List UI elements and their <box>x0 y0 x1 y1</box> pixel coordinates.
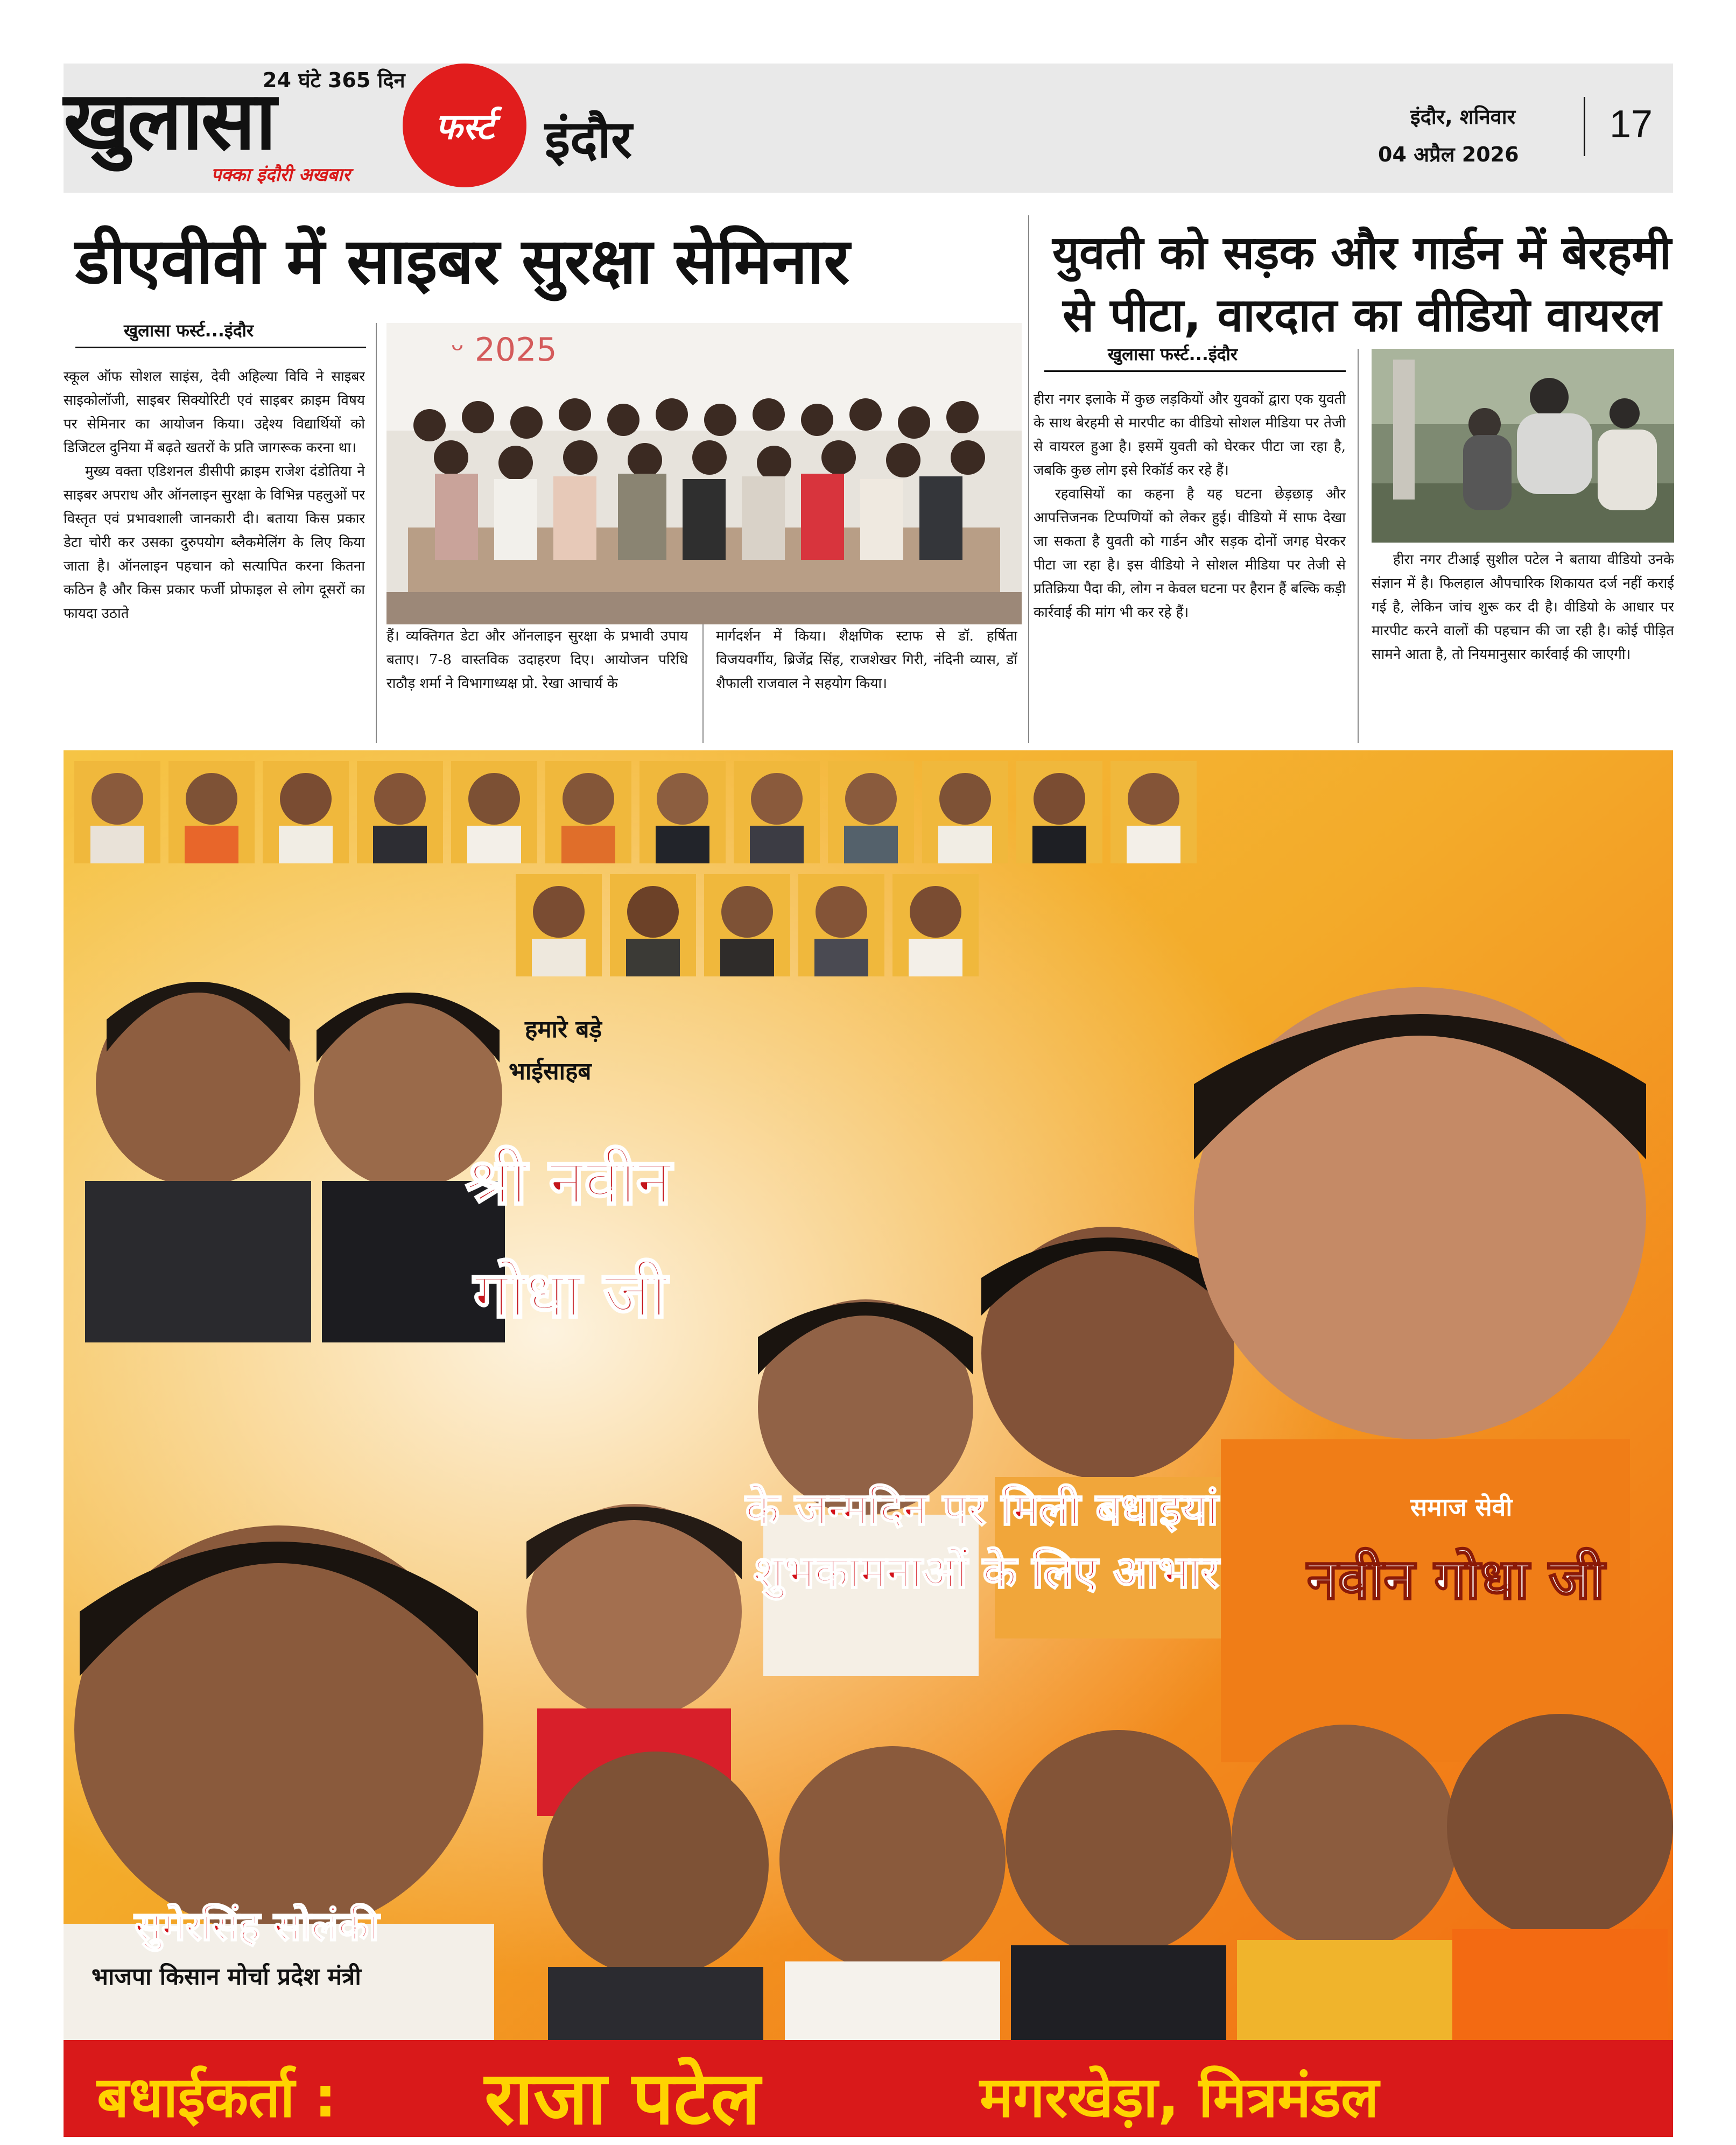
edition-city: इंदौर <box>545 109 632 170</box>
ad-sumer-name: सुमेरसिंह सोलंकी <box>135 1903 379 1950</box>
ad-birthday-line-2: शुभकामनाओं के लिए आभार <box>754 1547 1219 1598</box>
story1-column-3: मार्गदर्शन में किया। शैक्षणिक स्टाफ से डॉ. हर्षिता विजयवर्गीय, ब्रिजेंद्र सिंह, राजशेखर गिरी, नंदिनी व्यास, डॉ शैफाली राजवाल ने सहयोग किया। <box>716 628 1017 692</box>
ad-birthday-line-1: के जन्मदिन पर मिली बधाइयां <box>746 1484 1219 1535</box>
story1-paragraph: मुख्य वक्ता एडिशनल डीसीपी क्राइम राजेश दंडोतिया ने साइबर अपराध और ऑनलाइन सुरक्षा के विभिन्न पहलुओं पर विस्तृत एवं प्रभावशाली जानकारी दी। बताया किस प्रकार डेटा चोरी कर उसका दुरुपयोग ब्लैकमेलिंग के लिए किया जाता है। ऑनलाइन पहचान को सत्यापित करना कितना कठिन है और किस प्रकार फर्जी प्रोफाइल से लोग दूसरों का फायदा उठाते <box>64 463 365 622</box>
story1-column-2: हैं। व्यक्तिगत डेटा और ऑनलाइन सुरक्षा के प्रभावी उपाय बताए। 7-8 वास्तविक उदाहरण दिए। आयोजन परिधि राठौड़ शर्मा ने विभागाध्यक्ष प्रो. रेखा आचार्य के <box>386 628 688 692</box>
story2-column-1 <box>1034 388 1346 743</box>
logo-subtitle: पक्का इंदौरी अखबार <box>211 164 350 186</box>
ad-shri-naveen-heading: श्री नवीन <box>466 1144 672 1219</box>
birthday-advertisement[interactable] <box>64 750 1673 2040</box>
column-divider <box>1028 215 1029 743</box>
story2-byline-rule <box>1044 370 1346 372</box>
story1-byline-rule <box>75 347 366 348</box>
ad-bhaisahab-text: भाईसाहब <box>509 1058 592 1085</box>
ad-banner-label: बधाईकर्ता : <box>97 2064 337 2130</box>
story2-headline-line: से पीटा, वारदात का वीडियो वायरल <box>1063 289 1661 342</box>
ad-banner-group: मगरखेड़ा, मित्रमंडल <box>980 2064 1379 2130</box>
newspaper-logo[interactable]: खुलासा <box>64 74 275 168</box>
column-divider <box>376 323 377 743</box>
story1-column-1 <box>64 365 365 742</box>
ad-godha-ji-heading: गोधा जी <box>474 1257 667 1332</box>
column-divider <box>1358 349 1359 743</box>
dateline-date: 04 अप्रैल 2026 <box>1378 143 1519 166</box>
logo-circle-badge: फर्स्ट <box>403 64 526 187</box>
ad-samaj-sevi-label: समाज सेवी <box>1410 1493 1513 1522</box>
story2-headline[interactable] <box>1044 222 1679 347</box>
story2-byline: खुलासा फर्स्ट...इंदौर <box>1108 344 1238 364</box>
dateline-divider <box>1584 97 1585 156</box>
viral-video-still-photo[interactable] <box>1372 349 1674 543</box>
story2-headline-line: युवती को सड़क और गार्डन में बेरहमी <box>1052 226 1671 280</box>
ad-hamare-text: हमारे बड़े <box>525 1016 602 1043</box>
column-divider <box>702 624 704 743</box>
story1-paragraph: स्कूल ऑफ सोशल साइंस, देवी अहिल्या विवि ने साइबर साइकोलॉजी, साइबर सिक्योरिटी एवं साइबर क्राइम विषय पर सेमिनार का आयोजन किया। उद्देश्य विद्यार्थियों को डिजिटल दुनिया में बढ़ते खतरों के प्रति जागरूक करना था। <box>64 369 365 456</box>
story2-paragraph: रहवासियों का कहना है यह घटना छेड़छाड़ और आपत्तिजनक टिप्पणियों को लेकर हुई। वीडियो में साफ देखा जा सकता है युवती को गार्डन और सड़क दोनों जगह घेरकर पीटा जा रहा है। इस वीडियो ने सोशल मीडिया पर तेजी से प्रतिक्रिया पैदा की, लोग न केवल घटना पर हैरान हैं बल्कि कड़ी कार्रवाई की मांग भी कर रहे हैं। <box>1034 486 1346 621</box>
svg-text:ᵕ 2025: ᵕ 2025 <box>451 331 557 369</box>
story2-paragraph: हीरा नगर इलाके में कुछ लड़कियों और युवकों द्वारा एक युवती के साथ बेरहमी से मारपीट का वीडियो सोशल मीडिया पर तेजी से वायरल हुआ है। इसमें युवती को घेरकर पीटा जा रहा है, जबकि कुछ लोग इसे रिकॉर्ड कर रहे हैं। <box>1034 391 1346 479</box>
story2-column-2: हीरा नगर टीआई सुशील पटेल ने बताया वीडियो उनके संज्ञान में है। फिलहाल औपचारिक शिकायत दर्ज नहीं कराई गई है, लेकिन जांच शुरू कर दी है। वीडियो के आधार पर मारपीट करने वालों की पहचान की जा रही है। कोई पीड़ित सामने आता है, तो नियमानुसार कार्रवाई की जाएगी। <box>1372 552 1674 663</box>
dateline-day: इंदौर, शनिवार <box>1410 105 1516 129</box>
logo-tagline: 24 घंटे 365 दिन <box>263 68 405 92</box>
story1-headline[interactable]: डीएवीवी में साइबर सुरक्षा सेमिनार <box>75 224 850 298</box>
seminar-group-photo[interactable] <box>386 323 1022 624</box>
story1-byline: खुलासा फर्स्ट...इंदौर <box>124 320 254 341</box>
page-number: 17 <box>1610 103 1653 146</box>
ad-sumer-role: भाजपा किसान मोर्चा प्रदेश मंत्री <box>92 1963 361 1991</box>
ad-naveen-godha-name: नवीन गोधा जी <box>1307 1546 1605 1612</box>
ad-banner-name: राजा पटेल <box>484 2056 761 2141</box>
